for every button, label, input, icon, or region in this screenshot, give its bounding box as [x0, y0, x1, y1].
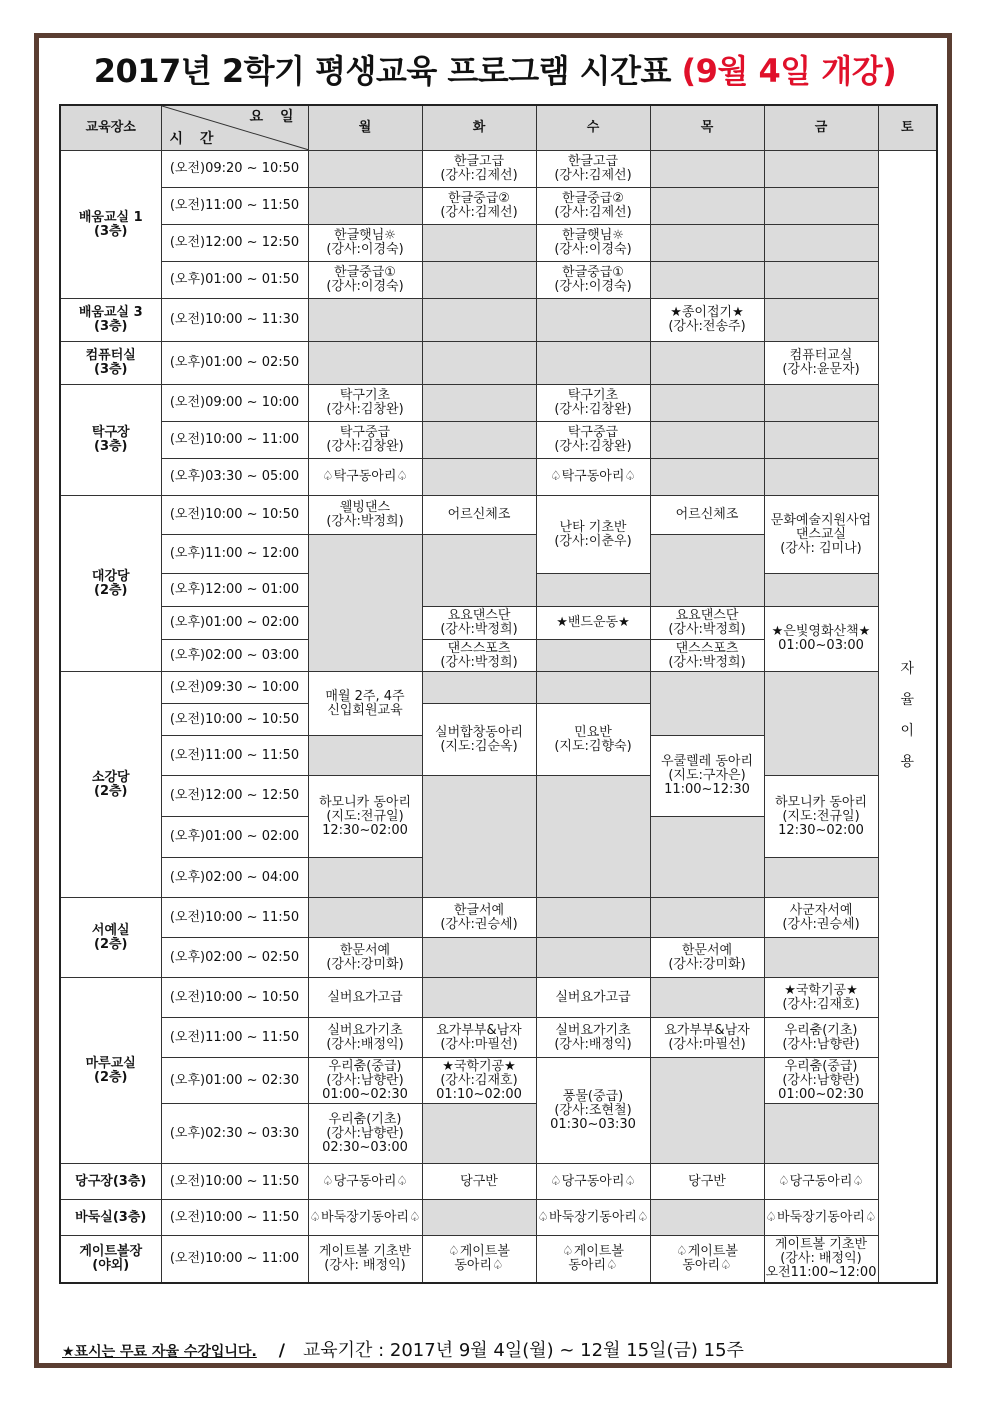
table-row: [60, 496, 937, 535]
class-cell: 어르신체조: [422, 496, 536, 535]
empty-cell: [764, 938, 878, 978]
page-title: [40, 46, 950, 92]
empty-cell: [764, 1104, 878, 1164]
time-cell: (오후)02:00 ~ 02:50: [161, 938, 308, 978]
empty-cell: [650, 385, 764, 422]
empty-cell: [308, 535, 422, 672]
table-row: [60, 1058, 937, 1104]
header-time-label: 시 간: [169, 131, 220, 147]
saturday-free-use-cell: [878, 151, 937, 1283]
time-cell: (오전)11:00 ~ 11:50: [161, 1018, 308, 1058]
class-cell: 한글중급① (강사:이경숙): [308, 262, 422, 299]
class-cell: 우리춤(중급) (강사:남향란) 01:00~02:30: [764, 1058, 878, 1104]
header-row: [60, 105, 937, 151]
class-cell: 한글중급② (강사:김제선): [536, 188, 650, 225]
empty-cell: [422, 938, 536, 978]
place-cell: 컴퓨터실 (3층): [60, 342, 161, 385]
table-row: [60, 898, 937, 938]
footer-free-note: ★표시는 무료 자율 수강입니다.: [62, 1344, 257, 1360]
header-day-mon: 월: [308, 105, 422, 151]
place-cell: 배움교실 3 (3층): [60, 299, 161, 342]
class-cell: 탁구중급 (강사:김창완): [308, 422, 422, 459]
class-cell: ★국학기공★ (강사:김재호): [764, 978, 878, 1018]
header-day-thu: 목: [650, 105, 764, 151]
empty-cell: [650, 535, 764, 607]
time-cell: (오전)11:00 ~ 11:50: [161, 736, 308, 776]
place-cell: 게이트볼장 (야외): [60, 1236, 161, 1283]
time-cell: (오전)09:30 ~ 10:00: [161, 672, 308, 704]
class-cell: 어르신체조: [650, 496, 764, 535]
header-day-time: [161, 105, 308, 151]
saturday-free-use-text: 자율이용: [900, 661, 915, 771]
empty-cell: [536, 574, 650, 607]
empty-cell: [308, 858, 422, 898]
time-cell: (오전)10:00 ~ 11:30: [161, 299, 308, 342]
empty-cell: [422, 422, 536, 459]
class-cell: 실버요가고급: [536, 978, 650, 1018]
empty-cell: [650, 262, 764, 299]
class-cell: ★밴드운동★: [536, 607, 650, 640]
class-cell: 요가부부&남자 (강사:마필선): [650, 1018, 764, 1058]
class-cell: 요요댄스단 (강사:박정희): [650, 607, 764, 640]
time-cell: (오전)10:00 ~ 10:50: [161, 496, 308, 535]
empty-cell: [764, 151, 878, 188]
time-cell: (오전)10:00 ~ 10:50: [161, 978, 308, 1018]
table-row: [60, 151, 937, 188]
class-cell: 사군자서예 (강사:권승세): [764, 898, 878, 938]
class-cell: 한글고급 (강사:김제선): [536, 151, 650, 188]
empty-cell: [422, 225, 536, 262]
class-cell: 실버요가고급: [308, 978, 422, 1018]
table-row: [60, 938, 937, 978]
empty-cell: [308, 898, 422, 938]
time-cell: (오후)03:30 ~ 05:00: [161, 459, 308, 496]
table-row: [60, 978, 937, 1018]
empty-cell: [650, 1200, 764, 1236]
empty-cell: [650, 459, 764, 496]
time-cell: (오후)01:00 ~ 02:50: [161, 342, 308, 385]
table-row: [60, 1236, 937, 1283]
table-row: [60, 1200, 937, 1236]
class-cell: 댄스스포츠 (강사:박정희): [650, 640, 764, 672]
table-row: [60, 342, 937, 385]
class-cell: 한문서예 (강사:강미화): [650, 938, 764, 978]
place-cell: 서예실 (2층): [60, 898, 161, 978]
time-cell: (오후)01:00 ~ 02:00: [161, 607, 308, 640]
empty-cell: [422, 299, 536, 342]
empty-cell: [308, 188, 422, 225]
class-cell: ♤바둑장기동아리♤: [764, 1200, 878, 1236]
table-row: [60, 1104, 937, 1164]
place-cell: 탁구장 (3층): [60, 385, 161, 496]
class-cell: 댄스스포츠 (강사:박정희): [422, 640, 536, 672]
title-main: 2017년 2학기 평생교육 프로그램 시간표: [93, 52, 671, 90]
empty-cell: [422, 535, 536, 607]
empty-cell: [764, 262, 878, 299]
empty-cell: [536, 299, 650, 342]
empty-cell: [308, 736, 422, 776]
table-row: [60, 262, 937, 299]
class-cell: 한글햇님☼ (강사:이경숙): [308, 225, 422, 262]
empty-cell: [422, 262, 536, 299]
class-cell: ♤게이트볼 동아리♤: [650, 1236, 764, 1283]
class-cell: 하모니카 동아리 (지도:전규일) 12:30~02:00: [308, 776, 422, 858]
class-cell: 난타 기초반 (강사:이춘우): [536, 496, 650, 574]
class-cell: 실버요가기초 (강사:배정익): [536, 1018, 650, 1058]
table-row: [60, 225, 937, 262]
class-cell: 컴퓨터교실 (강사:윤문자): [764, 342, 878, 385]
class-cell: ★은빛영화산책★ 01:00~03:00: [764, 607, 878, 672]
header-day-wed: 수: [536, 105, 650, 151]
table-row: [60, 188, 937, 225]
empty-cell: [764, 188, 878, 225]
time-cell: (오후)01:00 ~ 01:50: [161, 262, 308, 299]
time-cell: (오후)02:00 ~ 03:00: [161, 640, 308, 672]
class-cell: 민요반 (지도:김향숙): [536, 704, 650, 776]
empty-cell: [650, 225, 764, 262]
empty-cell: [650, 672, 764, 736]
place-cell: 배움교실 1 (3층): [60, 151, 161, 299]
class-cell: 한글중급② (강사:김제선): [422, 188, 536, 225]
time-cell: (오전)10:00 ~ 11:00: [161, 1236, 308, 1283]
class-cell: 한문서예 (강사:강미화): [308, 938, 422, 978]
class-cell: 우리춤(기초) (강사:남향란) 02:30~03:00: [308, 1104, 422, 1164]
class-cell: ♤당구동아리♤: [308, 1164, 422, 1200]
class-cell: ♤게이트볼 동아리♤: [422, 1236, 536, 1283]
class-cell: ★국학기공★ (강사:김재호) 01:10~02:00: [422, 1058, 536, 1104]
table-row: [60, 607, 937, 640]
empty-cell: [650, 1058, 764, 1164]
empty-cell: [764, 672, 878, 776]
header-day-label: 요 일: [249, 109, 300, 125]
class-cell: 한글중급① (강사:이경숙): [536, 262, 650, 299]
table-row: [60, 1164, 937, 1200]
timetable: [59, 104, 938, 1284]
class-cell: 탁구기초 (강사:김창완): [308, 385, 422, 422]
empty-cell: [422, 1200, 536, 1236]
class-cell: 우리춤(중급) (강사:남향란) 01:00~02:30: [308, 1058, 422, 1104]
table-row: [60, 459, 937, 496]
table-row: [60, 672, 937, 704]
place-cell: 당구장(3층): [60, 1164, 161, 1200]
table-row: [60, 422, 937, 459]
empty-cell: [764, 858, 878, 898]
class-cell: 한글고급 (강사:김제선): [422, 151, 536, 188]
empty-cell: [650, 817, 764, 898]
time-cell: (오후)11:00 ~ 12:00: [161, 535, 308, 574]
empty-cell: [308, 299, 422, 342]
time-cell: (오전)10:00 ~ 11:50: [161, 1164, 308, 1200]
table-row: [60, 1018, 937, 1058]
empty-cell: [536, 938, 650, 978]
empty-cell: [422, 385, 536, 422]
table-row: [60, 299, 937, 342]
class-cell: ♤탁구동아리♤: [308, 459, 422, 496]
empty-cell: [536, 898, 650, 938]
empty-cell: [650, 422, 764, 459]
class-cell: 매월 2주, 4주 신입회원교육: [308, 672, 422, 736]
header-day-sat: 토: [878, 105, 937, 151]
title-opening-date: (9월 4일 개강): [681, 52, 897, 90]
class-cell: ★종이접기★ (강사:전송주): [650, 299, 764, 342]
time-cell: (오전)11:00 ~ 11:50: [161, 188, 308, 225]
class-cell: 웰빙댄스 (강사:박정희): [308, 496, 422, 535]
time-cell: (오전)12:00 ~ 12:50: [161, 776, 308, 817]
empty-cell: [308, 151, 422, 188]
footer: [62, 1336, 744, 1362]
time-cell: (오후)12:00 ~ 01:00: [161, 574, 308, 607]
header-day-fri: 금: [764, 105, 878, 151]
table-row: [60, 385, 937, 422]
class-cell: 우쿨렐레 동아리 (지도:구자은) 11:00~12:30: [650, 736, 764, 817]
class-cell: 우리춤(기초) (강사:남향란): [764, 1018, 878, 1058]
time-cell: (오후)02:00 ~ 04:00: [161, 858, 308, 898]
empty-cell: [422, 978, 536, 1018]
place-cell: 소강당 (2층): [60, 672, 161, 898]
header-day-tue: 화: [422, 105, 536, 151]
class-cell: 한글서예 (강사:권승세): [422, 898, 536, 938]
class-cell: 하모니카 동아리 (지도:전규일) 12:30~02:00: [764, 776, 878, 858]
place-cell: 대강당 (2층): [60, 496, 161, 672]
class-cell: ♤당구동아리♤: [764, 1164, 878, 1200]
empty-cell: [422, 672, 536, 704]
empty-cell: [308, 342, 422, 385]
class-cell: 게이트볼 기초반 (강사: 배정익): [308, 1236, 422, 1283]
empty-cell: [650, 898, 764, 938]
class-cell: 요가부부&남자 (강사:마필선): [422, 1018, 536, 1058]
empty-cell: [764, 299, 878, 342]
empty-cell: [650, 342, 764, 385]
empty-cell: [422, 459, 536, 496]
footer-separator: /: [278, 1341, 285, 1361]
empty-cell: [650, 188, 764, 225]
time-cell: (오전)10:00 ~ 11:50: [161, 1200, 308, 1236]
time-cell: (오전)09:20 ~ 10:50: [161, 151, 308, 188]
class-cell: 풍물(중급) (강사:조현철) 01:30~03:30: [536, 1058, 650, 1164]
time-cell: (오전)12:00 ~ 12:50: [161, 225, 308, 262]
class-cell: 문화예술지원사업 댄스교실 (강사: 김미나): [764, 496, 878, 574]
empty-cell: [764, 225, 878, 262]
place-cell: 마루교실 (2층): [60, 978, 161, 1164]
empty-cell: [764, 385, 878, 422]
class-cell: 실버요가기초 (강사:배정익): [308, 1018, 422, 1058]
class-cell: 당구반: [422, 1164, 536, 1200]
time-cell: (오후)01:00 ~ 02:00: [161, 817, 308, 858]
class-cell: 게이트볼 기초반 (강사: 배정익) 오전11:00~12:00: [764, 1236, 878, 1283]
time-cell: (오전)09:00 ~ 10:00: [161, 385, 308, 422]
empty-cell: [764, 459, 878, 496]
footer-period: 교육기간 : 2017년 9월 4일(월) ~ 12월 15일(금) 15주: [302, 1340, 744, 1361]
time-cell: (오전)10:00 ~ 11:00: [161, 422, 308, 459]
time-cell: (오후)01:00 ~ 02:30: [161, 1058, 308, 1104]
place-cell: 바둑실(3층): [60, 1200, 161, 1236]
timetable-body: [60, 151, 937, 1283]
empty-cell: [536, 672, 650, 704]
class-cell: ♤당구동아리♤: [536, 1164, 650, 1200]
class-cell: ♤바둑장기동아리♤: [536, 1200, 650, 1236]
empty-cell: [536, 776, 650, 898]
class-cell: ♤게이트볼 동아리♤: [536, 1236, 650, 1283]
empty-cell: [422, 776, 536, 898]
empty-cell: [536, 640, 650, 672]
class-cell: 당구반: [650, 1164, 764, 1200]
empty-cell: [650, 151, 764, 188]
empty-cell: [422, 1104, 536, 1164]
class-cell: ♤바둑장기동아리♤: [308, 1200, 422, 1236]
table-row: [60, 776, 937, 817]
class-cell: 탁구기초 (강사:김창완): [536, 385, 650, 422]
empty-cell: [422, 342, 536, 385]
time-cell: (오후)02:30 ~ 03:30: [161, 1104, 308, 1164]
class-cell: 실버합창동아리 (지도:김순옥): [422, 704, 536, 776]
empty-cell: [536, 342, 650, 385]
time-cell: (오전)10:00 ~ 10:50: [161, 704, 308, 736]
time-cell: (오전)10:00 ~ 11:50: [161, 898, 308, 938]
class-cell: ♤탁구동아리♤: [536, 459, 650, 496]
class-cell: 탁구중급 (강사:김창완): [536, 422, 650, 459]
empty-cell: [650, 978, 764, 1018]
class-cell: 한글햇님☼ (강사:이경숙): [536, 225, 650, 262]
header-place: 교육장소: [60, 105, 161, 151]
class-cell: 요요댄스단 (강사:박정희): [422, 607, 536, 640]
empty-cell: [764, 574, 878, 607]
empty-cell: [764, 422, 878, 459]
